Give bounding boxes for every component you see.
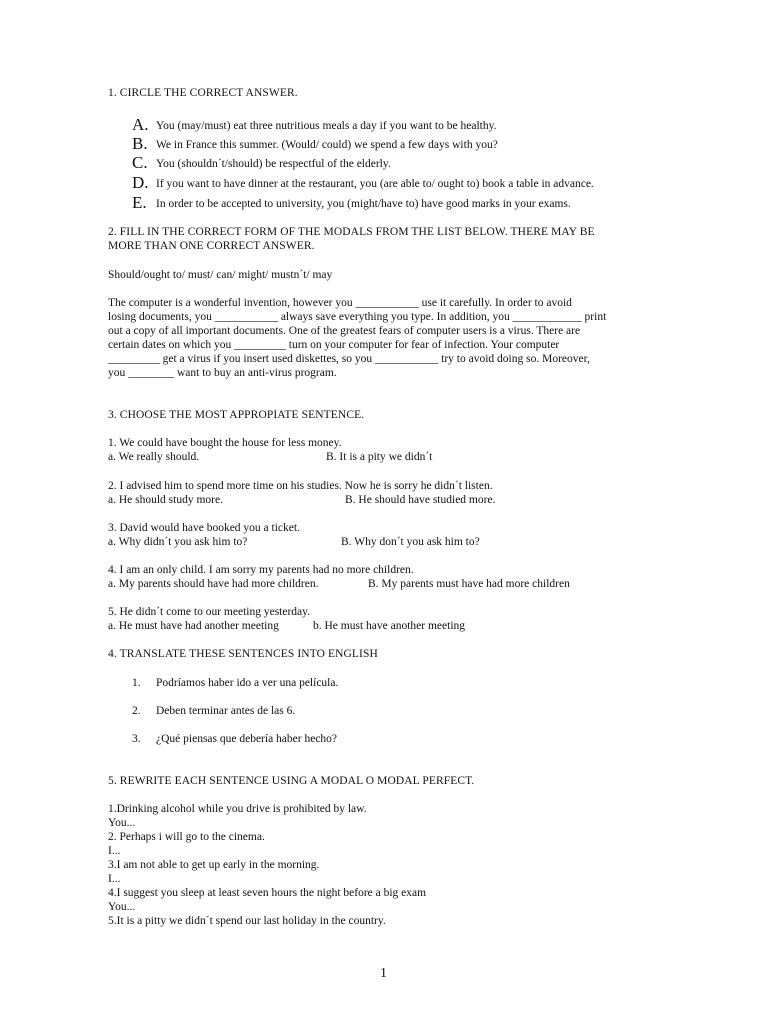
- rewrite-line: 4.I suggest you sleep at least seven hours the night before a big exam: [108, 887, 427, 899]
- translate-item-text: Podríamos haber ido a ver una película.: [156, 677, 339, 689]
- item-e-letter: E.: [132, 193, 147, 212]
- option-a: a. We really should.: [108, 451, 200, 463]
- option-b: B. My parents must have had more children: [368, 578, 570, 590]
- option-a: a. Why didn´t you ask him to?: [108, 536, 248, 548]
- translate-item-number: 3.: [132, 733, 141, 745]
- item-a-text: You (may/must) eat three nutritious meals a day if you want to be healthy.: [156, 120, 497, 132]
- rewrite-line: 5.It is a pitty we didn´t spend our last holiday in the country.: [108, 915, 386, 927]
- item-b-text: We in France this summer. (Would/ could) we spend a few days with you?: [156, 139, 498, 151]
- section-1-heading: 1. CIRCLE THE CORRECT ANSWER.: [108, 87, 298, 99]
- paragraph-line: out a copy of all important documents. One of the greatest fears of computer users is a virus. There are: [108, 325, 581, 337]
- question-text: 3. David would have booked you a ticket.: [108, 522, 300, 534]
- section-3-heading: 3. CHOOSE THE MOST APPROPIATE SENTENCE.: [108, 409, 365, 421]
- section-2-heading-line1: 2. FILL IN THE CORRECT FORM OF THE MODALS FROM THE LIST BELOW. THERE MAY BE: [108, 226, 595, 238]
- paragraph-line: you ________ want to buy an anti-virus program.: [108, 367, 337, 379]
- modal-list: Should/ought to/ must/ can/ might/ mustn´t/ may: [108, 269, 333, 281]
- option-a: a. He must have had another meeting: [108, 620, 279, 632]
- question-text: 2. I advised him to spend more time on his studies. Now he is sorry he didn´t listen.: [108, 480, 493, 492]
- option-b: B. Why don´t you ask him to?: [341, 536, 480, 548]
- question-text: 5. He didn´t come to our meeting yesterday.: [108, 606, 311, 618]
- paragraph-line: losing documents, you ___________ always save everything you type. In addition, you ____________ print: [108, 311, 607, 323]
- section-2-heading-line2: MORE THAN ONE CORRECT ANSWER.: [108, 240, 315, 252]
- translate-item-number: 1.: [132, 677, 141, 689]
- option-a: a. My parents should have had more children.: [108, 578, 319, 590]
- item-b-letter: B.: [132, 134, 148, 153]
- translate-item-text: ¿Qué piensas que debería haber hecho?: [156, 733, 338, 745]
- option-a: a. He should study more.: [108, 494, 223, 506]
- item-d-text: If you want to have dinner at the restaurant, you (are able to/ ought to) book a table in advance.: [156, 178, 594, 190]
- item-c-letter: C.: [132, 153, 148, 172]
- paragraph-line: certain dates on which you _________ turn on your computer for fear of infection. Your computer: [108, 339, 560, 351]
- option-b: b. He must have another meeting: [313, 620, 466, 632]
- rewrite-line: 2. Perhaps i will go to the cinema.: [108, 831, 265, 843]
- item-d-letter: D.: [132, 173, 149, 192]
- page-number: 1: [380, 966, 387, 981]
- item-c-text: You (shouldn´t/should) be respectful of the elderly.: [156, 158, 391, 170]
- rewrite-line: I...: [108, 845, 121, 857]
- option-b: B. It is a pity we didn´t: [326, 451, 433, 463]
- paragraph-line: _________ get a virus if you insert used diskettes, so you ___________ try to avoid doing so. Moreover,: [108, 353, 590, 365]
- section-5-heading: 5. REWRITE EACH SENTENCE USING A MODAL O MODAL PERFECT.: [108, 775, 475, 787]
- paragraph-line: The computer is a wonderful invention, however you ___________ use it carefully. In order to avoid: [108, 297, 572, 309]
- item-e-text: In order to be accepted to university, you (might/have to) have good marks in your exams.: [156, 198, 571, 210]
- rewrite-line: You...: [108, 817, 136, 829]
- rewrite-line: You...: [108, 901, 136, 913]
- rewrite-line: 1.Drinking alcohol while you drive is prohibited by law.: [108, 803, 367, 815]
- item-a-letter: A.: [132, 115, 149, 134]
- option-b: B. He should have studied more.: [345, 494, 496, 506]
- question-text: 1. We could have bought the house for less money.: [108, 437, 342, 449]
- translate-item-number: 2.: [132, 705, 141, 717]
- rewrite-line: I...: [108, 873, 121, 885]
- rewrite-line: 3.I am not able to get up early in the morning.: [108, 859, 320, 871]
- section-4-heading: 4. TRANSLATE THESE SENTENCES INTO ENGLISH: [108, 648, 378, 660]
- question-text: 4. I am an only child. I am sorry my parents had no more children.: [108, 564, 414, 576]
- translate-item-text: Deben terminar antes de las 6.: [156, 705, 296, 717]
